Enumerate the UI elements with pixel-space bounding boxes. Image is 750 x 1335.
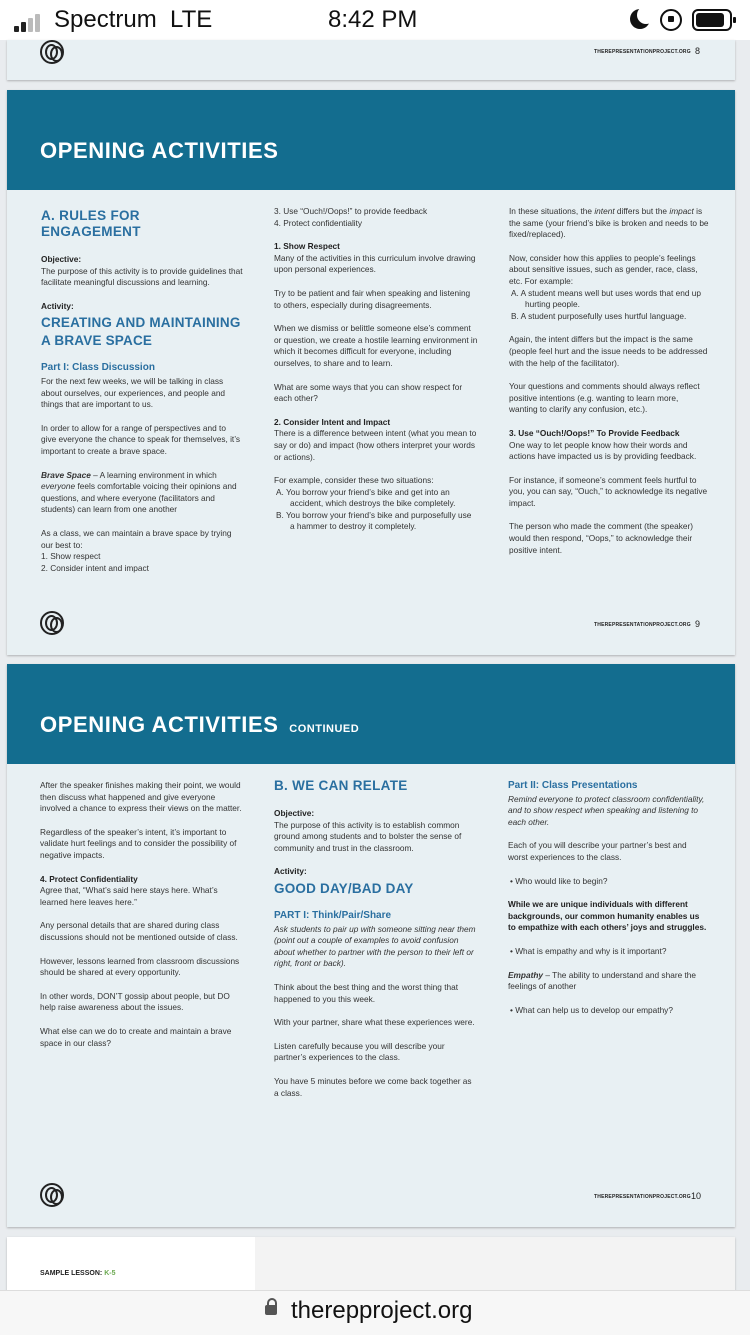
list-item: A. You borrow your friend’s bike and get into an accident, which destroys the bike completely. (276, 486, 456, 509)
subheading: 2. Consider Intent and Impact (274, 416, 391, 427)
column-1 (40, 780, 244, 1061)
paragraph: Again, the intent differs but the impact is the same (people feel hurt and the issue needs to be addressed with the help of the facilitator). (509, 334, 708, 368)
list-item: B. A student purposefully uses hurtful language. (511, 310, 687, 321)
column-3 (509, 206, 709, 568)
logo-icon (40, 40, 64, 64)
banner-title: OPENING ACTIVITIES CONTINUED (40, 712, 360, 737)
activity-label: Activity: (41, 300, 74, 311)
bullet-item: • What can help us to develop our empathy? (510, 1004, 673, 1015)
paragraph: In other words, DON’T gossip about people, but DO help raise awareness about the issues. (40, 990, 230, 1013)
do-not-disturb-icon (630, 9, 650, 29)
bold-statement: While we are unique individuals with different backgrounds, our common humanity enables us to empathize with each others’ joys and struggles. (508, 899, 707, 933)
paragraph: What else can we do to create and maintain a brave space in our class? (40, 1025, 232, 1048)
clock: 8:42 PM (328, 6, 418, 33)
paragraph: Agree that, “What’s said here stays here. What’s learned here leaves here.” (40, 885, 218, 907)
footer-url: THEREPRESENTATIONPROJECT.ORG (594, 49, 691, 55)
definition: Empathy – The ability to understand and share the feelings of another (508, 969, 697, 992)
list-item: 3. Use “Ouch!/Oops!” to provide feedback (274, 206, 428, 216)
activity-title: CREATING AND MAINTAINING A BRAVE SPACE (41, 315, 241, 349)
instructions: Ask students to pair up with someone sitting near them (point out a couple of examples to avoid confusion about whether to partner with the person to their left or right, front or back). (274, 923, 476, 969)
paragraph: The person who made the comment (the speaker) would then respond, “Oops,” to acknowledge their positive intent. (509, 521, 694, 555)
paragraph: There is a difference between intent (what you mean to say or do) and impact (how others interpret your words or actions). (274, 428, 477, 462)
bullet-item: • Who would like to begin? (510, 875, 608, 886)
sample-lesson-label: SAMPLE LESSON: K-5 (40, 1270, 116, 1277)
page-9 (7, 90, 735, 655)
column-1 (41, 208, 243, 574)
paragraph: You have 5 minutes before we come back together as a class. (274, 1075, 472, 1098)
paragraph: In these situations, the intent differs but the impact is the same (your friend’s bike is broken and needs to be fixed/replaced). (509, 206, 709, 240)
page-8 (7, 40, 735, 80)
definition: Brave Space – A learning environment in which everyone feels comfortable voicing their opinions and questions, and where everyone (facilitators and students) can learn from one another (41, 469, 237, 515)
column-3 (508, 780, 708, 1028)
footer-url: THEREPRESENTATIONPROJECT.ORG (594, 1194, 691, 1200)
column-2 (274, 778, 478, 1111)
logo-icon (40, 611, 64, 635)
paragraph: However, lessons learned from classroom discussions should be shared at every opportunity. (40, 955, 240, 978)
subheading: 1. Show Respect (274, 241, 340, 252)
list-item: B. You borrow your friend’s bike and purposefully use a hammer to destroy it completely. (276, 509, 472, 532)
subheading: 3. Use “Ouch!/Oops!” To Provide Feedback (509, 427, 680, 438)
instructions: Remind everyone to protect classroom confidentiality, and to show respect when speaking and listening to each other. (508, 793, 705, 827)
paragraph: Think about the best thing and the worst thing that happened to you this week. (274, 981, 459, 1004)
paragraph: What are some ways that you can show respect for each other? (274, 381, 463, 404)
list-item: A. A student means well but uses words that end up hurting people. (511, 287, 702, 310)
paragraph: For instance, if someone’s comment feels hurtful to you, you can say, “Ouch,” to acknowledge its negative impact. (509, 474, 708, 508)
banner (7, 664, 735, 764)
logo-icon (40, 1183, 64, 1207)
section-title: A. RULES FOR ENGAGEMENT (41, 208, 141, 239)
paragraph: Each of you will describe your partner’s best and worst experiences to the class. (508, 840, 687, 862)
activity-title: GOOD DAY/BAD DAY (274, 880, 414, 896)
page-number: 10 (691, 1191, 702, 1201)
paragraph: Regardless of the speaker’s intent, it’s important to validate hurt feelings and to consider the possibility of negative impacts. (40, 826, 237, 860)
part-heading: Part II: Class Presentations (508, 780, 638, 791)
list-item: 4. Protect confidentiality (274, 217, 363, 228)
paragraph: Your questions and comments should always reflect positive intentions (e.g. wanting to learn more, wanting to clarify any confusion, etc.). (509, 381, 700, 415)
paragraph: For example, consider these two situations: (274, 475, 434, 486)
bullet-item: • What is empathy and why is it important? (510, 945, 667, 956)
paragraph: When we dismiss or belittle someone else’s comment or question, we create a hostile learning environment in which it becomes difficult for everyone, including ourselves, to share and to learn. (274, 323, 478, 368)
part-heading: PART I: Think/Pair/Share (274, 909, 392, 921)
rotation-lock-icon (660, 9, 682, 31)
paragraph: For the next few weeks, we will be talking in class about ourselves, our experiences, and people and things that are important to us. (41, 375, 226, 410)
subheading: 4. Protect Confidentiality (40, 873, 138, 884)
banner-title: OPENING ACTIVITIES (40, 138, 279, 163)
objective-text: The purpose of this activity is to provide guidelines that facilitate meaningful discussions and learning. (41, 265, 243, 288)
page-number: 8 (695, 46, 701, 56)
paragraph: Many of the activities in this curriculum involve drawing upon personal experiences. (274, 252, 476, 275)
address-bar[interactable] (0, 1290, 750, 1335)
url-text[interactable]: therepproject.org (291, 1297, 473, 1324)
banner (7, 90, 735, 190)
objective-text: The purpose of this activity is to establish common ground among students and to bolster the sense of community and trust in the classroom. (274, 819, 462, 853)
activity-label: Activity: (274, 866, 307, 877)
list-item: 1. Show respect (41, 551, 101, 562)
footer-url: THEREPRESENTATIONPROJECT.ORG (594, 622, 691, 628)
section-title: B. WE CAN RELATE (274, 778, 408, 793)
objective-label: Objective: (41, 254, 82, 264)
column-2 (274, 206, 478, 533)
part-heading: Part I: Class Discussion (41, 362, 155, 374)
page-number: 9 (695, 619, 701, 629)
battery-icon (692, 9, 732, 31)
paragraph: After the speaker finishes making their point, we would then discuss what happened and give everyone involved a chance to express their views on the matter. (40, 780, 242, 814)
carrier-label: Spectrum LTE (54, 6, 213, 33)
paragraph: With your partner, share what these experiences were. (274, 1017, 475, 1028)
page-11 (7, 1237, 735, 1297)
objective-label: Objective: (274, 808, 315, 818)
list-item: 2. Consider intent and impact (41, 562, 149, 573)
lock-icon (265, 1305, 277, 1315)
paragraph: Listen carefully because you will describe your partner’s experiences to the class. (274, 1040, 445, 1063)
paragraph: One way to let people know how their words and actions have impacted us is by providing feedback. (509, 439, 697, 462)
paragraph: Try to be patient and fair when speaking and listening to others, especially during disagreements. (274, 287, 471, 310)
page-10 (7, 664, 735, 1227)
paragraph: In order to allow for a range of perspectives and to give everyone the chance to speak for themselves, it’s important to create a brave space. (41, 422, 241, 456)
paragraph: Now, consider how this applies to people’s feelings about sensitive issues, such as gender, race, class, etc. For example: (509, 252, 698, 286)
paragraph: Any personal details that are shared during class discussions should not be mentioned outside of class. (40, 920, 238, 942)
status-bar (0, 0, 750, 40)
paragraph: As a class, we can maintain a brave space by trying our best to: (41, 527, 232, 550)
